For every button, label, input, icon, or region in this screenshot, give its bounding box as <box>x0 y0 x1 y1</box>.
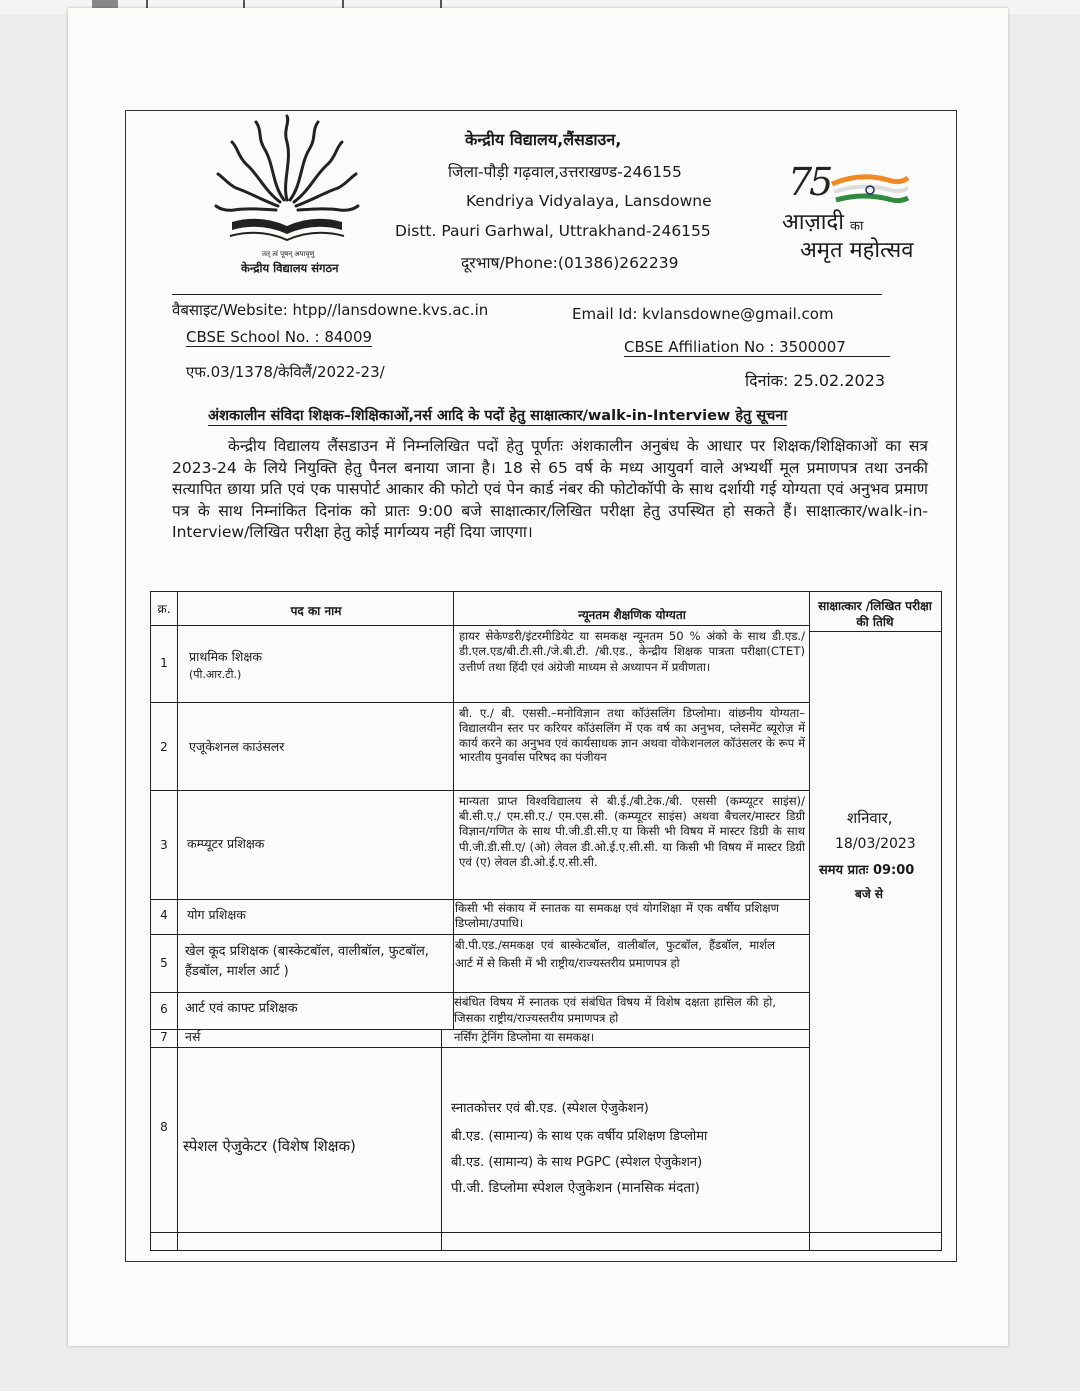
interview-time-suffix: बजे से <box>855 887 884 901</box>
col-divider <box>809 592 810 1250</box>
post-1: प्राथमिक शिक्षक <box>189 649 262 664</box>
cbse-affiliation-no: CBSE Affiliation No : 3500007 <box>624 338 890 357</box>
serial-8: 8 <box>160 1120 168 1134</box>
qual-8-line-3: बी.एड. (सामान्य) के साथ PGPC (स्पेशल ऐजुकेशन) <box>451 1155 703 1170</box>
col-divider <box>177 592 178 1250</box>
letter-date: दिनांक: 25.02.2023 <box>745 371 886 390</box>
interview-day: शनिवार, <box>847 809 893 827</box>
row-divider <box>151 992 809 993</box>
qual-8-line-1: स्नातकोत्तर एवं बी.एड. (स्पेशल ऐजुकेशन) <box>451 1101 649 1116</box>
header-post: पद का नाम <box>290 604 342 618</box>
qual-6: संबंधित विषय में स्नातक एवं संबंधित विषय में विशेष दक्षता हासिल की हो, जिसका राष्ट्रीय/राज्यस्तरीय प्रमाणपत्र हो <box>454 995 776 1025</box>
email: Email Id: kvlansdowne@gmail.com <box>572 305 834 323</box>
row-divider <box>151 899 809 900</box>
header-serial: क्र. <box>157 602 171 616</box>
post-8: स्पेशल ऐजुकेटर (विशेष शिक्षक) <box>183 1137 356 1155</box>
qual-7: नर्सिंग ट्रेनिंग डिप्लोमा या समकक्ष। <box>454 1030 595 1044</box>
row-divider <box>151 790 809 791</box>
col-divider <box>453 592 454 1029</box>
post-7: नर्स <box>185 1029 201 1044</box>
notice-body-text: केन्द्रीय विद्यालय लैंसडाउन में निम्नलिखित पदों हेतु पूर्णतः अंशकालीन अनुबंध के आधार पर शिक्षक/शिक्षिकाओं का सत्र 2023-24 के लिये नियुक्ति हेतु पैनल बनाया जाना है। 18 से 65 वर्ष के मध्य आयुवर्ग वाले अभ्यर्थी मूल प्रमाणपत्र तथा उनकी सत्यापित छाया प्रति एवं एक पासपोर्ट आकार की फोटो एवं पेन कार्ड नंबर की फोटोकॉपी के साथ दर्शायी गई योग्यता एवं अनुभव प्रमाण पत्र के साथ निम्नांकित दिनांक को प्रातः 9:00 बजे साक्षात्कार/लिखित परीक्षा हेतु उपस्थित हो सकते हैं। साक्षात्कार/walk-in-Interview/लिखित परीक्षा हेतु कोई मार्गव्यय नहीं दिया जाएगा। <box>172 437 928 541</box>
school-name-hindi: केन्द्रीय विद्यालय,लैंसडाउन, <box>465 130 622 149</box>
website: वैबसाइट/Website: htpp//lansdowne.kvs.ac.in <box>172 301 489 319</box>
interview-time: समय प्रातः 09:00 <box>819 863 915 878</box>
post-5: खेल कूद प्रशिक्षक (बास्केटबॉल, वालीबॉल, फुटबॉल, हैंडबॉल, मार्शल आर्ट ) <box>185 944 429 979</box>
school-name-english: Kendriya Vidyalaya, Lansdowne <box>466 192 712 210</box>
col-divider <box>441 1029 442 1250</box>
header-date: साक्षात्कार /लिखित परीक्षा की तिथि <box>818 599 932 629</box>
row-divider <box>151 1232 941 1233</box>
row-divider <box>151 702 809 703</box>
logo-motto: तत् त्वं पूषन् अपावृणु <box>262 250 315 258</box>
row-divider <box>151 625 809 626</box>
notice-title: अंशकालीन संविदा शिक्षक–शिक्षिकाओं,नर्स आदि के पदों हेतु साक्षात्कार/walk-in-Interview हेतु सूचना <box>208 405 787 426</box>
azadi-75: 75 <box>788 160 831 204</box>
serial-5: 5 <box>160 956 168 970</box>
interview-date: 18/03/2023 <box>835 836 916 852</box>
row-divider <box>151 934 809 935</box>
qual-8-line-2: बी.एड. (सामान्य) के साथ एक वर्षीय प्रशिक्षण डिप्लोमा <box>451 1129 708 1144</box>
post-3: कम्प्यूटर प्रशिक्षक <box>187 836 265 851</box>
qual-5: बी.पी.एड./समकक्ष एवं बास्केटबॉल, वालीबॉल, फुटबॉल, हैंडबॉल, मार्शल आर्ट में से किसी में भी राष्ट्रीय/राज्यस्तरीय प्रमाणपत्र हो <box>455 938 775 970</box>
serial-1: 1 <box>160 656 168 670</box>
serial-2: 2 <box>160 740 168 754</box>
district-english: Distt. Pauri Garhwal, Uttrakhand-246155 <box>395 222 711 240</box>
amrit-mahotsav: अमृत महोत्सव <box>800 238 914 263</box>
header-qualification: न्यूनतम शैक्षणिक योग्यता <box>578 608 686 622</box>
serial-3: 3 <box>160 838 168 852</box>
qual-3: मान्यता प्राप्त विश्वविद्यालय से बी.ई./बी.टेक./बी. एससी (कम्प्यूटर साइंस)/बी.सी.ए./ एम.सी.ए./ एम.एस.सी. (कम्प्यूटर साइंस) अथवा बैचलर/मास्टर डिग्री विज्ञान/गणित के साथ पी.जी.डी.सी.ए या किसी भी विषय में मास्टर डिग्री के साथ पी.जी.डी.सी.ए/ (ओ) लेवल डी.ओ.ई.ए.सी.सी. या किसी भी विषय में मास्टर डिग्री एवं (ए) लेवल डी.ओ.ई.ए.सी.सी. <box>459 794 805 869</box>
qual-8-line-4: पी.जी. डिप्लोमा स्पेशल ऐजुकेशन (मानसिक मंदता) <box>451 1180 700 1196</box>
post-6: आर्ट एवं काफ्ट प्रशिक्षक <box>185 1001 298 1016</box>
qual-4: किसी भी संकाय में स्नातक या समकक्ष एवं योगशिक्षा में एक वर्षीय प्रशिक्षण डिप्लोमा/उपाधि। <box>455 901 779 931</box>
row-divider <box>151 1047 809 1048</box>
qual-2: बी. ए./ बी. एससी.–मनोविज्ञान तथा कॉउंसलिंग डिप्लोमा। वांछनीय योग्यता– विद्यालयीन स्तर पर करियर कॉउंसलिंग में एक वर्ष का अनुभव, प्लेसमेंट ब्यूरोज़ में कार्य करने का अनुभव एवं कार्यसाधक ज्ञान अथवा वोकेशनलल कॉउंसलर के रूप में भारतीय पुनर्वास परिषद का पंजीयन <box>459 706 805 765</box>
posts-table <box>150 591 942 1251</box>
notice-body <box>172 436 928 544</box>
logo-caption: केन्द्रीय विद्यालय संगठन <box>241 261 339 275</box>
azadi-ka: का <box>850 219 864 234</box>
qual-1: हायर सेकेण्डरी/इंटरमीडियेट या समकक्ष न्यूनतम 50 % अंको के साथ डी.एड./डी.एल.एड/बी.टी.सी./जे.बी.टी. /बी.एड., केन्द्रीय शिक्षक पात्रता परीक्षा(CTET) उत्तीर्ण तथा हिंदी एवं अंग्रेजी माध्यम से अध्यापन में प्रवीणता। <box>459 629 805 674</box>
kvs-logo <box>212 112 362 252</box>
cbse-school-no: CBSE School No. : 84009 <box>186 328 373 346</box>
post-4: योग प्रशिक्षक <box>187 907 246 922</box>
post-2: एजूकेशनल काउंसलर <box>189 739 285 754</box>
header-divider <box>172 294 882 295</box>
phone-number: दूरभाष/Phone:(01386)262239 <box>461 254 679 272</box>
post-1-sub: (पी.आर.टी.) <box>189 668 242 681</box>
serial-6: 6 <box>160 1002 168 1016</box>
serial-7: 7 <box>160 1030 168 1044</box>
district-hindi: जिला-पौड़ी गढ़वाल,उत्तराखण्ड-246155 <box>448 163 682 181</box>
reference-number: एफ.03/1378/केविलैं/2022-23/ <box>186 363 385 381</box>
azadi-word: आज़ादी <box>782 210 844 235</box>
serial-4: 4 <box>160 908 168 922</box>
row-divider <box>809 631 941 632</box>
